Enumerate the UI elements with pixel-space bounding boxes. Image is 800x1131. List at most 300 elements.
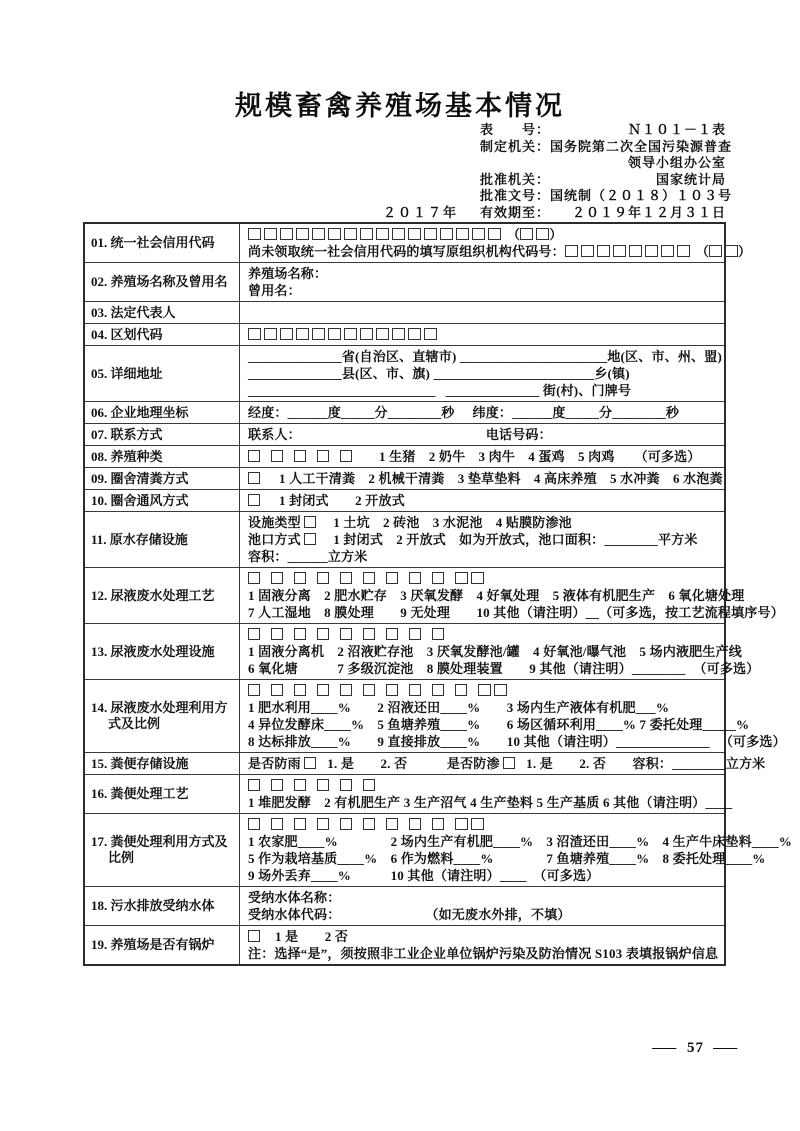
form-text: 街(村)、门牌号 [539,383,632,398]
row-label: 18. 污水排放受纳水体 [91,898,215,913]
code-box [280,328,293,340]
meta-row [382,204,726,222]
meta-value: 国务院第二次全国污染源普查 [550,138,733,154]
row-label-cell [85,263,240,301]
table-row [85,568,784,624]
form-text: % 7 鱼塘养殖 [480,851,610,866]
form-text: ____ [705,795,733,810]
form-text: （可多选） [526,868,600,883]
form-text: 是否防雨 [248,756,305,771]
table-row [85,346,724,402]
code-box [312,228,325,240]
form-text: （ [507,227,521,242]
checkbox [271,572,283,584]
meta-label: 表 号： [480,122,551,137]
form-text: 秒 [665,405,680,420]
code-box [248,328,261,340]
checkbox [386,628,398,640]
form-line [248,226,722,243]
checkbox [294,628,306,640]
code-box [424,328,437,340]
row-label: 10. 圈舍通风方式 [91,492,189,508]
checkbox [432,572,444,584]
form-line [248,906,722,923]
meta-label: 制定机关： [480,138,551,154]
checkbox [317,628,329,640]
checkbox [363,818,375,830]
row-content-cell [240,346,724,401]
form-text: % 7 委托处理 [622,717,703,732]
row-label: 08. 养殖种类 [91,448,163,464]
form-line [248,660,760,677]
form-text: ____ [751,834,779,849]
checkbox [317,779,329,791]
form-text: 立方米 [327,549,368,564]
form-line [248,570,722,587]
form-line [248,243,752,260]
form-text: % 10 其他（请注明） [337,868,500,883]
form-text: 1. 是 2. 否 是否防渗 [327,756,504,771]
table-row [85,814,792,887]
form-line [248,365,722,382]
form-text: % [655,700,670,715]
row-label: 11. 原水存储设施 [91,531,188,547]
row-content-cell [240,468,724,489]
row-content-cell [240,424,724,445]
checkbox [304,533,316,545]
form-text: ______________ [616,734,710,749]
form-line [248,492,722,509]
code-box [408,328,421,340]
form-text: （可多选，按工艺流程填序号） [599,605,784,620]
form-line [248,889,722,906]
form-line [248,426,722,443]
row-label-cell [85,468,240,489]
form-text: ____ [493,834,520,849]
form-text: 9 场外丢弃 [248,868,311,883]
row-label: 07. 联系方式 [91,426,163,442]
checkbox [248,779,260,791]
row-label-cell [85,224,240,262]
checkbox [294,818,306,830]
code-box [725,245,738,257]
form-line [248,514,722,531]
checkbox [503,757,515,769]
form-text: 7 人工湿地 8 膜处理 9 无处理 10 其他（请注明） [248,605,586,620]
form-text: ____ [310,734,338,749]
checkbox [304,516,316,528]
form-text: _____ [702,717,737,732]
form-text: ____ [609,834,637,849]
code-box [472,228,485,240]
checkbox [248,494,260,506]
code-box [360,228,373,240]
checkbox [432,684,444,696]
checkbox [386,684,398,696]
form-text: ____ [453,851,481,866]
row-label: 12. 尿液废水处理工艺 [91,587,215,603]
form-line [248,448,722,465]
form-line [248,326,722,343]
code-box [661,245,674,257]
row-label-cell [85,814,240,886]
row-content-cell [240,302,724,323]
code-box [709,245,722,257]
code-box [494,684,507,696]
form-text: % 9 直接排放 [337,734,441,749]
form-line [248,755,766,772]
code-box [312,328,325,340]
row-content-cell [240,624,760,679]
row-label-cell [85,302,240,323]
table-row [85,926,724,964]
form-text: 6 氧化塘 7 多级沉淀池 8 膜处理装置 9 其他（请注明） [248,661,632,676]
row-content-cell [240,324,724,345]
form-line [248,404,722,421]
checkbox [271,628,283,640]
form-line [248,531,722,548]
form-text: ________________________ [433,366,595,381]
row-content-cell [240,568,784,623]
row-label-cell [85,346,240,401]
meta-value: Ｎ１０１－１表 [627,122,726,137]
checkbox [432,628,444,640]
meta-row [480,122,726,139]
form-line [248,282,722,299]
form-text: % 6 场区循环利用 [467,717,597,732]
form-text: ____________________________ [248,383,436,398]
meta-label: 批准文号： [480,188,551,203]
code-box [440,228,453,240]
row-label: 15. 粪便存储设施 [91,755,189,771]
form-text: _____ [565,405,600,420]
checkbox [340,572,352,584]
form-text: 电话号码： [485,427,552,442]
row-label-cell [85,568,240,623]
form-line [248,699,722,716]
code-box [280,228,293,240]
code-box [613,245,626,257]
row-label-cell [85,490,240,511]
row-content-cell [240,263,724,301]
code-box [471,572,484,584]
form-text: 度 [552,405,566,420]
form-text: 1. 是 2. 否 容积： [526,756,673,771]
checkbox [455,684,467,696]
footer-right-dash: — [713,1040,739,1056]
row-label-cell [85,926,240,964]
form-text: （可多选） [719,734,786,749]
checkbox [386,818,398,830]
checkbox [409,572,421,584]
form-text: __ [585,605,600,620]
checkbox [317,684,329,696]
form-text: 分 [599,405,613,420]
form-text: ______________ [248,349,342,364]
checkbox [271,684,283,696]
checkbox [317,818,329,830]
row-label: 14. 尿液废水处理利用方式及比例 [91,700,228,731]
form-text: 秒 [441,405,455,420]
form-text: 受纳水体名称： [248,890,341,905]
row-label: 01. 统一社会信用代码 [91,235,215,250]
checkbox [294,684,306,696]
code-box [455,572,468,584]
form-text: 经度： [248,405,288,420]
form-text: ___ [635,700,656,715]
checkbox [317,572,329,584]
form-text: ________ [631,661,686,676]
form-table [83,222,792,966]
checkbox [294,779,306,791]
code-box [328,228,341,240]
checkbox [304,757,316,769]
table-row [85,512,724,568]
meta-label: 批准机关： [480,171,551,187]
form-text: 县(区、市、旗) [341,366,434,381]
form-line [248,716,750,733]
form-text: ____ [440,717,468,732]
checkbox [409,684,421,696]
form-text: ____ [725,851,753,866]
row-label-cell [85,446,240,467]
form-text: 1 封闭式 2 开放式 [279,493,405,508]
row-content-cell [240,753,766,774]
checkbox [271,450,283,462]
row-content-cell [240,402,724,423]
checkbox [363,572,375,584]
checkbox [363,684,375,696]
form-text: 1 肥水利用 [248,700,311,715]
form-text: 容积： [248,549,288,564]
form-line [248,794,733,811]
form-text: 1 农家肥 [248,834,298,849]
form-text: ____ [324,717,351,732]
meta-row [480,138,733,156]
form-line [248,816,722,833]
form-text: 1 封闭式 2 开放式 如为开放式，池口面积： [333,532,605,547]
form-line [248,348,722,365]
form-text: 1 生猪 2 奶牛 3 肉牛 4 蛋鸡 5 肉鸡 [379,449,615,464]
table-row [85,887,724,926]
row-label: 04. 区划代码 [91,326,163,342]
row-label-cell [85,324,240,345]
row-content-cell [240,490,724,511]
checkbox [340,684,352,696]
table-row [85,446,724,468]
meta-row [480,188,733,205]
row-label: 16. 粪便处理工艺 [91,786,189,801]
checkbox [248,450,260,462]
table-row [85,224,752,263]
form-text: ________ [387,405,442,420]
code-box [360,328,373,340]
form-text: 设施类型 [248,515,305,530]
row-label: 06. 企业地理坐标 [91,404,189,420]
checkbox [363,628,375,640]
form-line [248,777,722,794]
checkbox [294,572,306,584]
table-row [85,680,786,753]
form-text: 8 达标排放 [248,734,311,749]
code-box [392,328,405,340]
code-box [296,328,309,340]
form-text: 省(自治区、直辖市) [341,349,460,364]
table-row [85,624,760,680]
checkbox [432,818,444,830]
checkbox [294,450,306,462]
row-label: 19. 养殖场是否有锅炉 [91,937,215,952]
code-box [344,328,357,340]
form-line [248,682,722,699]
row-label-cell [85,512,240,567]
row-label: 13. 尿液废水处理设施 [91,643,215,659]
form-line [248,945,722,962]
code-box [455,818,468,830]
form-text: ____ [596,717,623,732]
table-row [85,468,724,490]
code-box [328,328,341,340]
checkbox [248,818,260,830]
code-box [408,228,421,240]
checkbox [409,628,421,640]
checkbox [340,818,352,830]
form-text: ____ [609,851,637,866]
form-line [248,470,722,487]
code-box [536,228,549,240]
code-box [581,245,594,257]
code-box [344,228,357,240]
form-text: ______________ [445,383,540,398]
row-content-cell [240,887,724,925]
form-line [248,626,722,643]
meta-row [480,155,726,172]
form-text: % [736,717,750,732]
form-text: 平方米 [657,532,698,547]
form-text: ____ [440,700,468,715]
form-text: 1 堆肥发酵 2 有机肥生产 3 生产沼气 4 生产垫料 5 生产基质 6 其他（请注明） [248,795,706,810]
form-text: 5 作为栽培基质 [248,851,338,866]
form-line [248,928,722,945]
form-text: ______ [512,405,553,420]
row-label-cell [85,402,240,423]
form-text: ____ [310,700,338,715]
form-text: ______ [287,549,328,564]
form-text: 纬度： [472,405,513,420]
form-text: _____ [341,405,375,420]
code-box [597,245,610,257]
form-line [248,604,784,621]
checkbox [363,779,375,791]
form-text: % 2 场内生产有机肥 [324,834,494,849]
form-text: % 5 鱼塘养殖 [350,717,441,732]
code-box [629,245,642,257]
form-text: 1 人工干清粪 2 机械干清粪 3 垫草垫料 4 高床养殖 5 水冲粪 6 水泡粪 [279,471,723,486]
form-text: % [752,851,766,866]
checkbox [248,930,260,942]
meta-row [480,172,726,189]
code-box [296,228,309,240]
form-text: % 2 沼液还田 [337,700,441,715]
row-label: 09. 圈舍清粪方式 [91,470,189,486]
footer-left-dash: — [652,1040,678,1056]
form-text: % 6 作为燃料 [364,851,454,866]
form-text: % 8 委托处理 [636,851,726,866]
code-box [478,684,491,696]
table-row [85,775,733,814]
code-box [456,228,469,240]
form-text: 养殖场名称： [248,266,328,281]
form-meta-block [382,122,733,221]
row-label: 02. 养殖场名称及曾用名 [91,274,228,289]
code-box [677,245,690,257]
form-text: 1 固液分离 2 肥水贮存 3 厌氧发酵 4 好氧处理 5 液体有机肥生产 6 氧化塘处理 [248,588,745,603]
form-text: 度 [327,405,342,420]
form-text: % 4 生产牛床垫料 [636,834,752,849]
code-box [248,228,261,240]
row-content-cell [240,512,724,567]
checkbox [248,684,260,696]
table-row [85,402,724,424]
row-label-cell [85,753,240,774]
form-text: 联系人： [248,427,301,442]
footer-page-number: 57 [687,1040,704,1056]
table-row [85,490,724,512]
checkbox [271,779,283,791]
code-box [471,818,484,830]
form-text: ______________________ [459,349,608,364]
form-line [248,850,766,867]
form-text: （如无废水外排，不填） [425,907,571,922]
meta-value: 国家统计局 [655,171,726,187]
form-text: ____ [310,868,338,883]
row-content-cell [240,446,724,467]
checkbox [340,450,352,462]
table-row [85,424,724,446]
form-line [248,382,722,399]
code-box [488,228,501,240]
checkbox [409,818,421,830]
checkbox [340,779,352,791]
form-text: ______ [287,405,328,420]
table-row [85,324,724,346]
row-label: 17. 粪便处理利用方式及比例 [91,834,228,865]
form-line [248,643,742,660]
table-row [85,263,724,302]
form-text: 注：选择“是”，须按照非工业企业单位锅炉污染及防治情况 S103 表填报锅炉信息 [248,946,719,961]
form-text: ____ [499,868,527,883]
form-text: （ [695,244,710,259]
form-text: 立方米 [725,756,766,771]
form-text: ____ [440,734,468,749]
code-box [565,245,578,257]
checkbox [386,572,398,584]
meta-prefix-year: ２０１７年 [382,204,458,220]
form-text: 4 异位发酵床 [248,717,325,732]
code-box [424,228,437,240]
row-label: 03. 法定代表人 [91,304,176,320]
form-text: ________ [672,756,726,771]
row-label-cell [85,887,240,925]
meta-value: 领导小组办公室 [627,155,726,170]
row-label-cell [85,424,240,445]
form-text: ） [549,227,563,242]
row-content-cell [240,775,733,813]
form-text: 曾用名： [248,283,301,298]
form-text: ） [738,244,752,259]
table-row [85,753,766,775]
table-row [85,302,724,324]
